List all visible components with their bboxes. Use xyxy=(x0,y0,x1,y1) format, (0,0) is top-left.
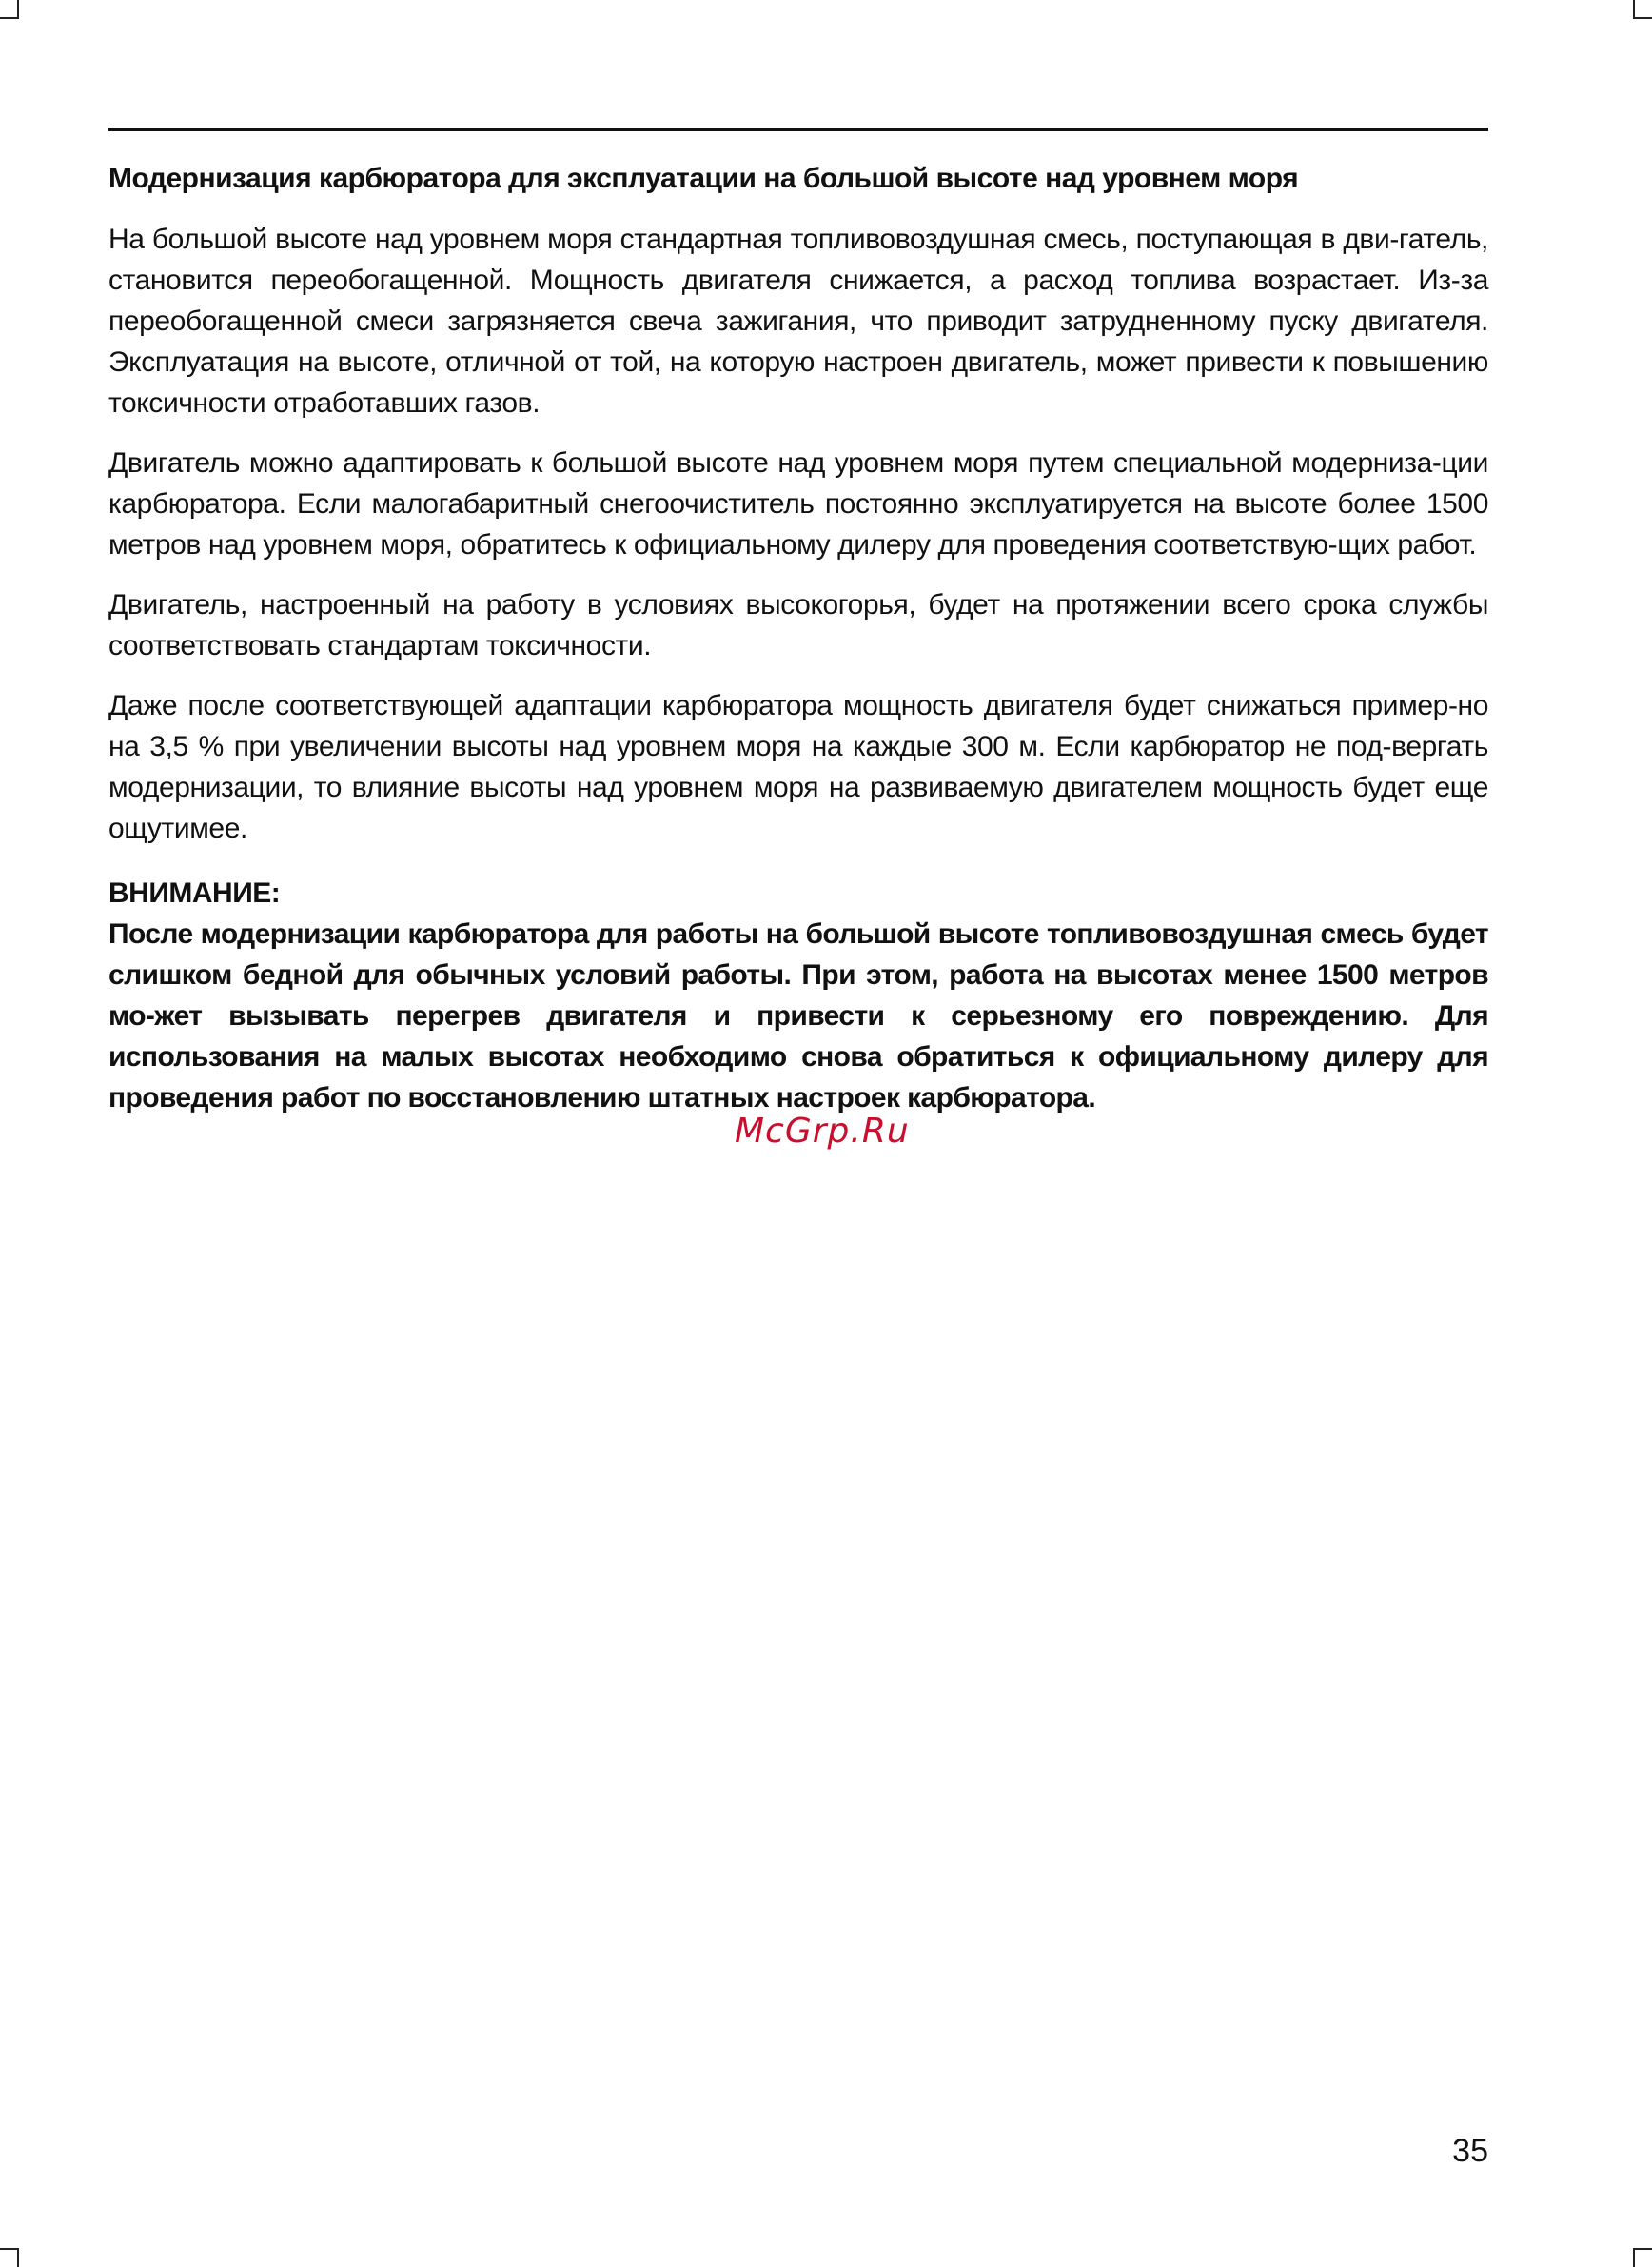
warning-heading: ВНИМАНИЕ: xyxy=(108,877,281,909)
crop-mark-bottom-right-vertical xyxy=(1633,2248,1635,2267)
crop-mark-bottom-left-vertical xyxy=(17,2248,19,2267)
paragraph-toxicity-standards: Двигатель, настроенный на работу в условиях высокогорья, будет на протяжении всего срока службы соответствовать стандартам токсичности. xyxy=(108,589,1488,661)
crop-mark-top-left-vertical xyxy=(17,0,19,19)
crop-mark-top-right-vertical xyxy=(1633,0,1635,19)
paragraph-high-altitude-mixture: На большой высоте над уровнем моря стандартная топливовоздушная смесь, поступающая в дви-гатель, становится переобогащенной. Мощность двигателя снижается, а расход топлива возрастает. Из-за переобогащенной смеси загрязняется свеча зажигания, что приводит затрудненному пуску двигателя. Эксплуатация на высоте, отличной от той, на которую настроен двигатель, может привести к повышению токсичности отработавших газов. xyxy=(108,224,1488,419)
watermark: McGrp.Ru xyxy=(735,1112,910,1151)
page-number: 35 xyxy=(1452,2133,1488,2169)
crop-mark-bottom-right-horizontal xyxy=(1633,2248,1652,2250)
crop-mark-top-left-horizontal xyxy=(0,17,19,19)
crop-mark-top-right-horizontal xyxy=(1633,17,1652,19)
top-rule xyxy=(108,128,1488,131)
section-title: Модернизация карбюратора для эксплуатации на большой высоте над уровнем моря xyxy=(108,163,1299,194)
paragraph-carburetor-adaptation: Двигатель можно адаптировать к большой высоте над уровнем моря путем специальной модерниза-ции карбюратора. Если малогабаритный снегоочиститель постоянно эксплуатируется на высоте более 1500 метров над уровнем моря, обратитесь к официальному дилеру для проведения соответствую-щих работ. xyxy=(108,447,1488,561)
paragraph-power-reduction: Даже после соответствующей адаптации карбюратора мощность двигателя будет снижаться пример-но на 3,5 % при увеличении высоты над уровнем моря на каждые 300 м. Если карбюратор не под-вергать модернизации, то влияние высоты над уровнем моря на развиваемую двигателем мощность будет еще ощутимее. xyxy=(108,690,1488,844)
crop-mark-bottom-left-horizontal xyxy=(0,2248,19,2250)
page-content xyxy=(108,128,1488,1118)
warning-text: После модернизации карбюратора для работы на большой высоте топливовоздушная смесь будет слишком бедной для обычных условий работы. При этом, работа на высотах менее 1500 метров мо-жет вызывать перегрев двигателя и привести к серьезному его повреждению. Для использования на малых высотах необходимо снова обратиться к официальному дилеру для проведения работ по восстановлению штатных настроек карбюратора. xyxy=(108,918,1488,1114)
